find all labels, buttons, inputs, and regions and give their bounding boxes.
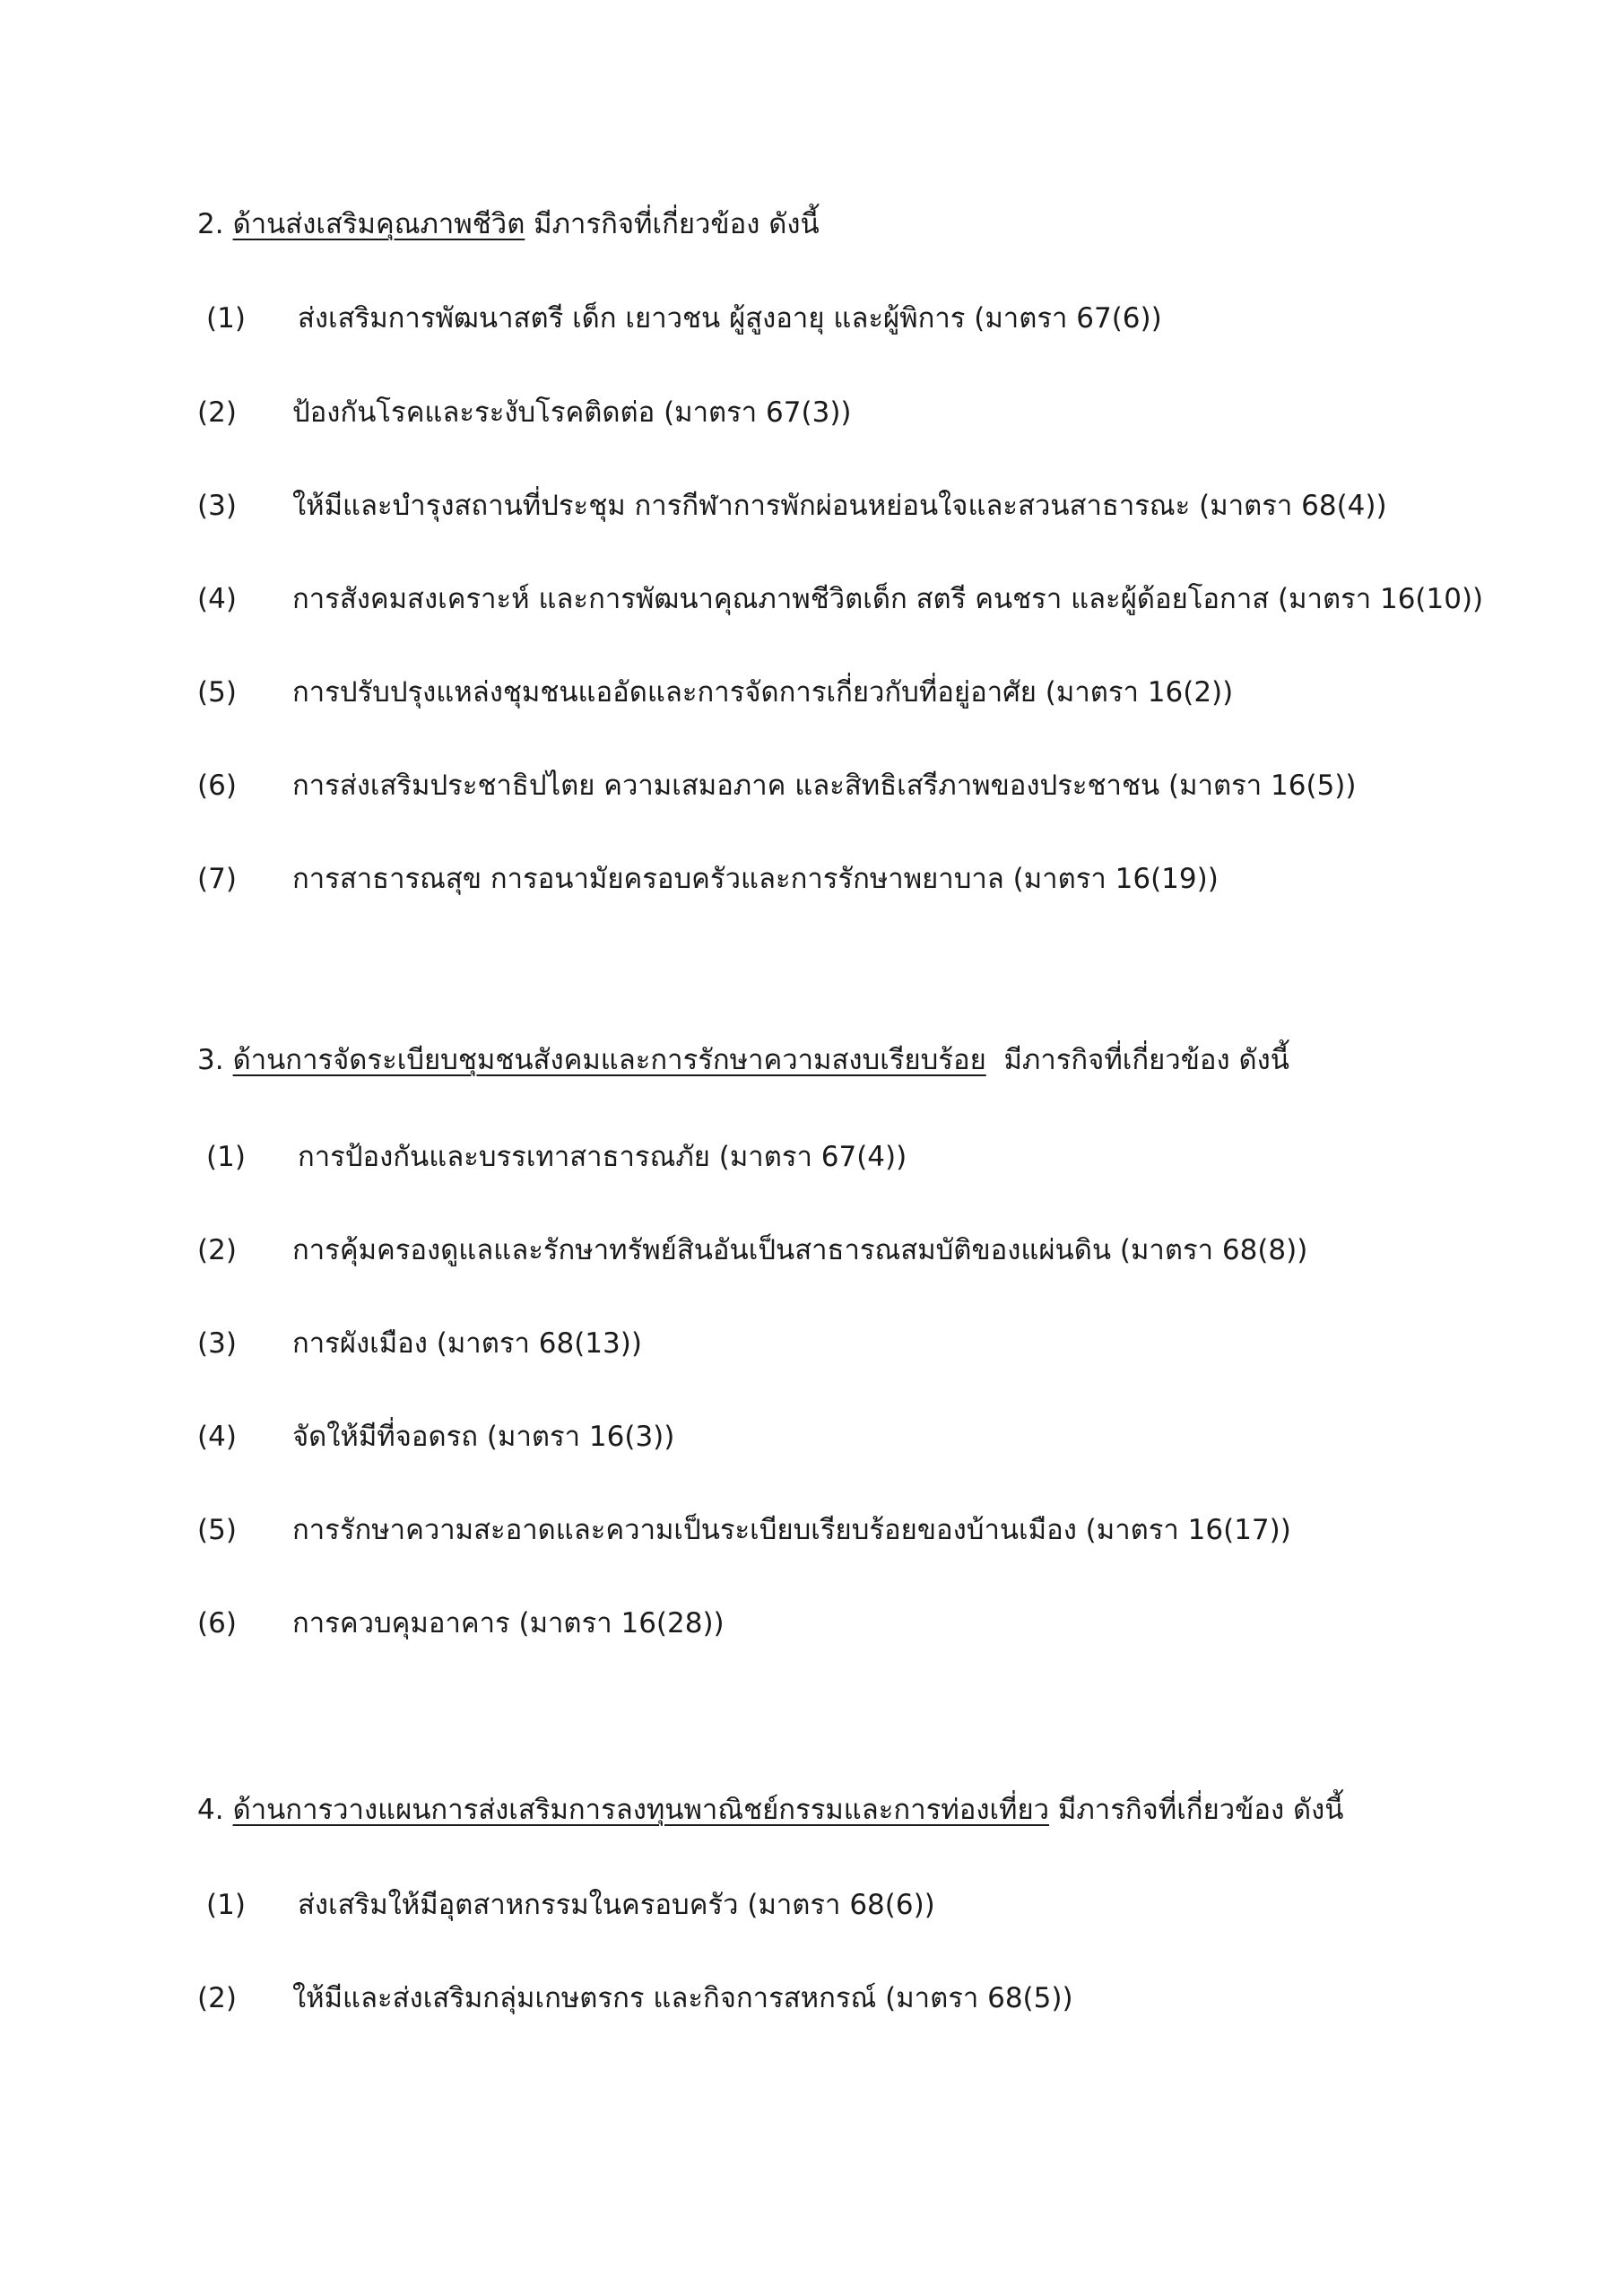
item-text: การสาธารณสุข การอนามัยครอบครัวและการรักษาพยาบาล (มาตรา 16(19)): [292, 863, 1219, 895]
item-index: (5): [197, 676, 237, 709]
item-text: จัดให้มีที่จอดรถ (มาตรา 16(3)): [292, 1421, 675, 1453]
item-text: ส่งเสริมการพัฒนาสตรี เด็ก เยาวชน ผู้สูงอายุ และผู้พิการ (มาตรา 67(6)): [298, 302, 1162, 335]
section-number: 3.: [197, 1044, 224, 1076]
item-index: (1): [206, 1141, 246, 1173]
item-text: ป้องกันโรคและระงับโรคติดต่อ (มาตรา 67(3)): [292, 396, 852, 429]
section-topic: ด้านส่งเสริมคุณภาพชีวิต: [232, 208, 525, 240]
item-text: การปรับปรุงแหล่งชุมชนแออัดและการจัดการเกี่ยวกับที่อยู่อาศัย (มาตรา 16(2)): [292, 676, 1234, 709]
item-text: การควบคุมอาคาร (มาตรา 16(28)): [292, 1607, 725, 1639]
item-index: (2): [197, 1234, 237, 1266]
section-suffix: มีภารกิจที่เกี่ยวข้อง ดังนี้: [985, 1044, 1289, 1076]
item-text: การส่งเสริมประชาธิปไตย ความเสมอภาค และสิทธิเสรีภาพของประชาชน (มาตรา 16(5)): [292, 770, 1357, 802]
section-number: 4.: [197, 1794, 224, 1826]
item-index: (1): [206, 1889, 246, 1921]
item-index: (1): [206, 302, 246, 335]
item-text: การสังคมสงเคราะห์ และการพัฒนาคุณภาพชีวิตเด็ก สตรี คนชรา และผู้ด้อยโอกาส (มาตรา 16(10)): [292, 583, 1484, 615]
item-text: ให้มีและส่งเสริมกลุ่มเกษตรกร และกิจการสหกรณ์ (มาตรา 68(5)): [292, 1982, 1073, 2014]
item-index: (6): [197, 770, 237, 802]
section-3-heading: [197, 1042, 1289, 1078]
section-2-heading: [197, 206, 820, 242]
item-index: (3): [197, 490, 237, 522]
item-text: การรักษาความสะอาดและความเป็นระเบียบเรียบร้อยของบ้านเมือง (มาตรา 16(17)): [292, 1514, 1291, 1546]
section-topic: ด้านการจัดระเบียบชุมชนสังคมและการรักษาความสงบเรียบร้อย: [232, 1044, 986, 1076]
section-suffix: มีภารกิจที่เกี่ยวข้อง ดังนี้: [1049, 1794, 1344, 1826]
item-text: ส่งเสริมให้มีอุตสาหกรรมในครอบครัว (มาตรา 68(6)): [298, 1889, 935, 1921]
item-index: (2): [197, 1982, 237, 2014]
item-text: การคุ้มครองดูแลและรักษาทรัพย์สินอันเป็นสาธารณสมบัติของแผ่นดิน (มาตรา 68(8)): [292, 1234, 1308, 1266]
section-4-heading: [197, 1792, 1343, 1828]
item-text: การป้องกันและบรรเทาสาธารณภัย (มาตรา 67(4)): [298, 1141, 907, 1173]
item-index: (4): [197, 583, 237, 615]
item-index: (7): [197, 863, 237, 895]
section-number: 2.: [197, 208, 224, 240]
item-index: (4): [197, 1421, 237, 1453]
item-text: ให้มีและบำรุงสถานที่ประชุม การกีฬาการพักผ่อนหย่อนใจและสวนสาธารณะ (มาตรา 68(4)): [292, 490, 1387, 522]
item-index: (6): [197, 1607, 237, 1639]
item-index: (3): [197, 1327, 237, 1360]
section-suffix: มีภารกิจที่เกี่ยวข้อง ดังนี้: [525, 208, 820, 240]
item-index: (2): [197, 396, 237, 429]
item-text: การผังเมือง (มาตรา 68(13)): [292, 1327, 642, 1360]
section-topic: ด้านการวางแผนการส่งเสริมการลงทุนพาณิชย์กรรมและการท่องเที่ยว: [232, 1794, 1050, 1826]
item-index: (5): [197, 1514, 237, 1546]
